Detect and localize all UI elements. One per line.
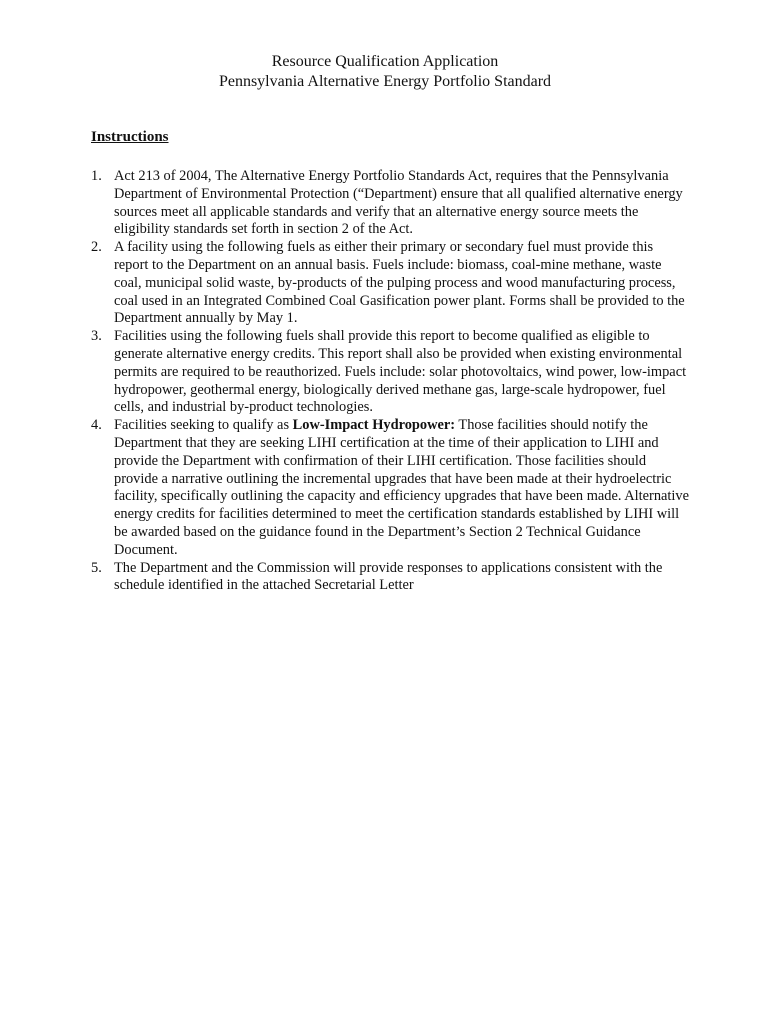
- list-item-text: A facility using the following fuels as either their primary or secondary fuel must provide this report to the Department on an annual basis. Fuels include: biomass, coal-mine methane, waste coal, municipal solid waste, by-products of the pulping process and wood manufacturing process, coal used in an Integrated Combined Coal Gasification power plant. Forms shall be provided to the Department annually by May 1.: [114, 239, 685, 327]
- list-item-text: Facilities using the following fuels shall provide this report to become qualified as eligible to generate alternative energy credits. This report shall also be provided when existing environmental permits are required to be reauthorized. Fuels include: solar photovoltaics, wind power, low-impact hydropower, geothermal energy, biologically derived methane gas, large-scale hydropower, fuel cells, and industrial by-product technologies.: [114, 328, 687, 416]
- list-item: [91, 560, 691, 596]
- title-block: [0, 52, 770, 92]
- list-item: [91, 417, 691, 559]
- list-item-number: 2.: [91, 239, 102, 256]
- instructions-list: [91, 168, 691, 595]
- list-item-number: 4.: [91, 417, 102, 434]
- list-item-bold-text: Low-Impact Hydropower:: [292, 417, 456, 434]
- list-item: [91, 239, 691, 328]
- list-item-text: Those facilities should notify the Department that they are seeking LIHI certification at the time of their application to LIHI and provide the Department with confirmation of their LIHI certification. Those facilities should provide a narrative outlining the incremental upgrades that have been made at their hydroelectric facility, specifically outlining the capacity and efficiency upgrades that have been made. Alternative energy credits for facilities determined to meet the certification standards established by LIHI will be awarded based on the guidance found in the Department’s Section 2 Technical Guidance Document.: [114, 417, 689, 558]
- list-item-number: 5.: [91, 559, 102, 576]
- list-item-text: Act 213 of 2004, The Alternative Energy Portfolio Standards Act, requires that the Pennsylvania Department of Environmental Protection (“Department) ensure that all qualified alternative energy sources meet all applicable standards and verify that an alternative energy source meets the eligibility standards set forth in section 2 of the Act.: [114, 168, 683, 238]
- list-item: [91, 328, 691, 417]
- document-subtitle: Pennsylvania Alternative Energy Portfolio Standard: [218, 73, 552, 90]
- instructions-heading: Instructions: [91, 129, 169, 145]
- list-item: [91, 168, 691, 239]
- list-item-number: 1.: [91, 168, 102, 184]
- list-item-text: The Department and the Commission will provide responses to applications consistent with the schedule identified in the attached Secretarial Letter: [114, 559, 663, 594]
- document-title: Resource Qualification Application: [271, 53, 499, 70]
- list-item-text: Facilities seeking to qualify as: [114, 417, 293, 434]
- list-item-number: 3.: [91, 328, 102, 345]
